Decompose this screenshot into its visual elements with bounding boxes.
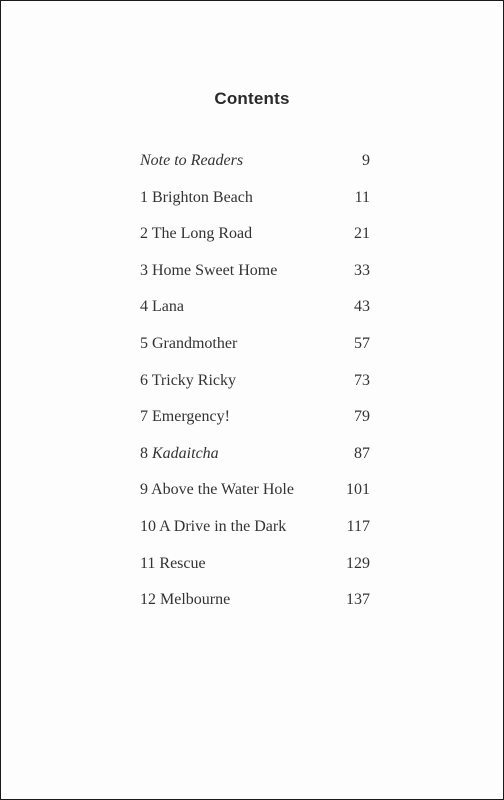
toc-entry-chapter-1 [140,185,370,222]
chapter-title: The Long Road [151,225,253,243]
toc-entry-chapter-10 [140,514,370,551]
toc-entry-page: 57 [354,334,370,352]
toc-entry-page: 43 [354,298,370,316]
toc-entry-page: 117 [346,517,370,535]
chapter-number: 11 [140,554,156,572]
toc-entry-chapter-11 [140,551,370,588]
chapter-number: 8 [140,444,148,462]
toc-entry-page: 87 [354,444,370,462]
chapter-title: Home Sweet Home [152,261,278,279]
toc-entry-page: 137 [346,591,370,609]
chapter-number: 2 [140,225,148,243]
toc-entry-chapter-6 [140,368,370,405]
toc-entry-chapter-5 [140,331,370,368]
chapter-title: Kadaitcha [152,444,219,462]
toc-entry-title: Note to Readers [140,152,244,169]
toc-entry-chapter-7 [140,404,370,441]
toc-entry-chapter-8 [140,441,370,478]
toc-entry-page: 79 [354,408,370,426]
chapter-number: 6 [140,371,148,389]
toc-entry-page: 73 [354,371,370,389]
chapter-number: 12 [140,591,156,609]
chapter-title: Above the Water Hole [151,481,294,499]
toc-entry-chapter-12 [140,587,370,624]
contents-heading: Contents [214,89,290,108]
toc-entry-chapter-4 [140,294,370,331]
chapter-number: 4 [140,298,148,316]
toc-entry-page: 129 [346,554,370,572]
chapter-title: Rescue [159,554,206,572]
table-of-contents [140,148,370,624]
toc-entry-chapter-2 [140,221,370,258]
chapter-title: Grandmother [152,334,238,352]
toc-entry-note-to-readers [140,148,370,185]
chapter-title: Melbourne [160,591,231,609]
toc-entry-page: 33 [354,261,370,279]
toc-entry-page: 101 [346,481,370,499]
toc-entry-page: 21 [354,225,370,243]
toc-entry-chapter-3 [140,258,370,295]
chapter-number: 5 [140,334,148,352]
toc-entry-page: 11 [354,188,370,206]
chapter-title: Lana [152,298,184,316]
toc-entry-page: 9 [362,152,370,169]
toc-entry-chapter-9 [140,477,370,514]
chapter-number: 3 [140,261,148,279]
chapter-title: Tricky Ricky [151,371,237,389]
chapter-title: A Drive in the Dark [159,517,287,535]
chapter-title: Brighton Beach [152,188,253,206]
chapter-number: 1 [140,188,148,206]
chapter-number: 9 [140,481,148,499]
chapter-number: 10 [140,517,156,535]
chapter-number: 7 [140,408,148,426]
chapter-title: Emergency! [152,408,230,426]
